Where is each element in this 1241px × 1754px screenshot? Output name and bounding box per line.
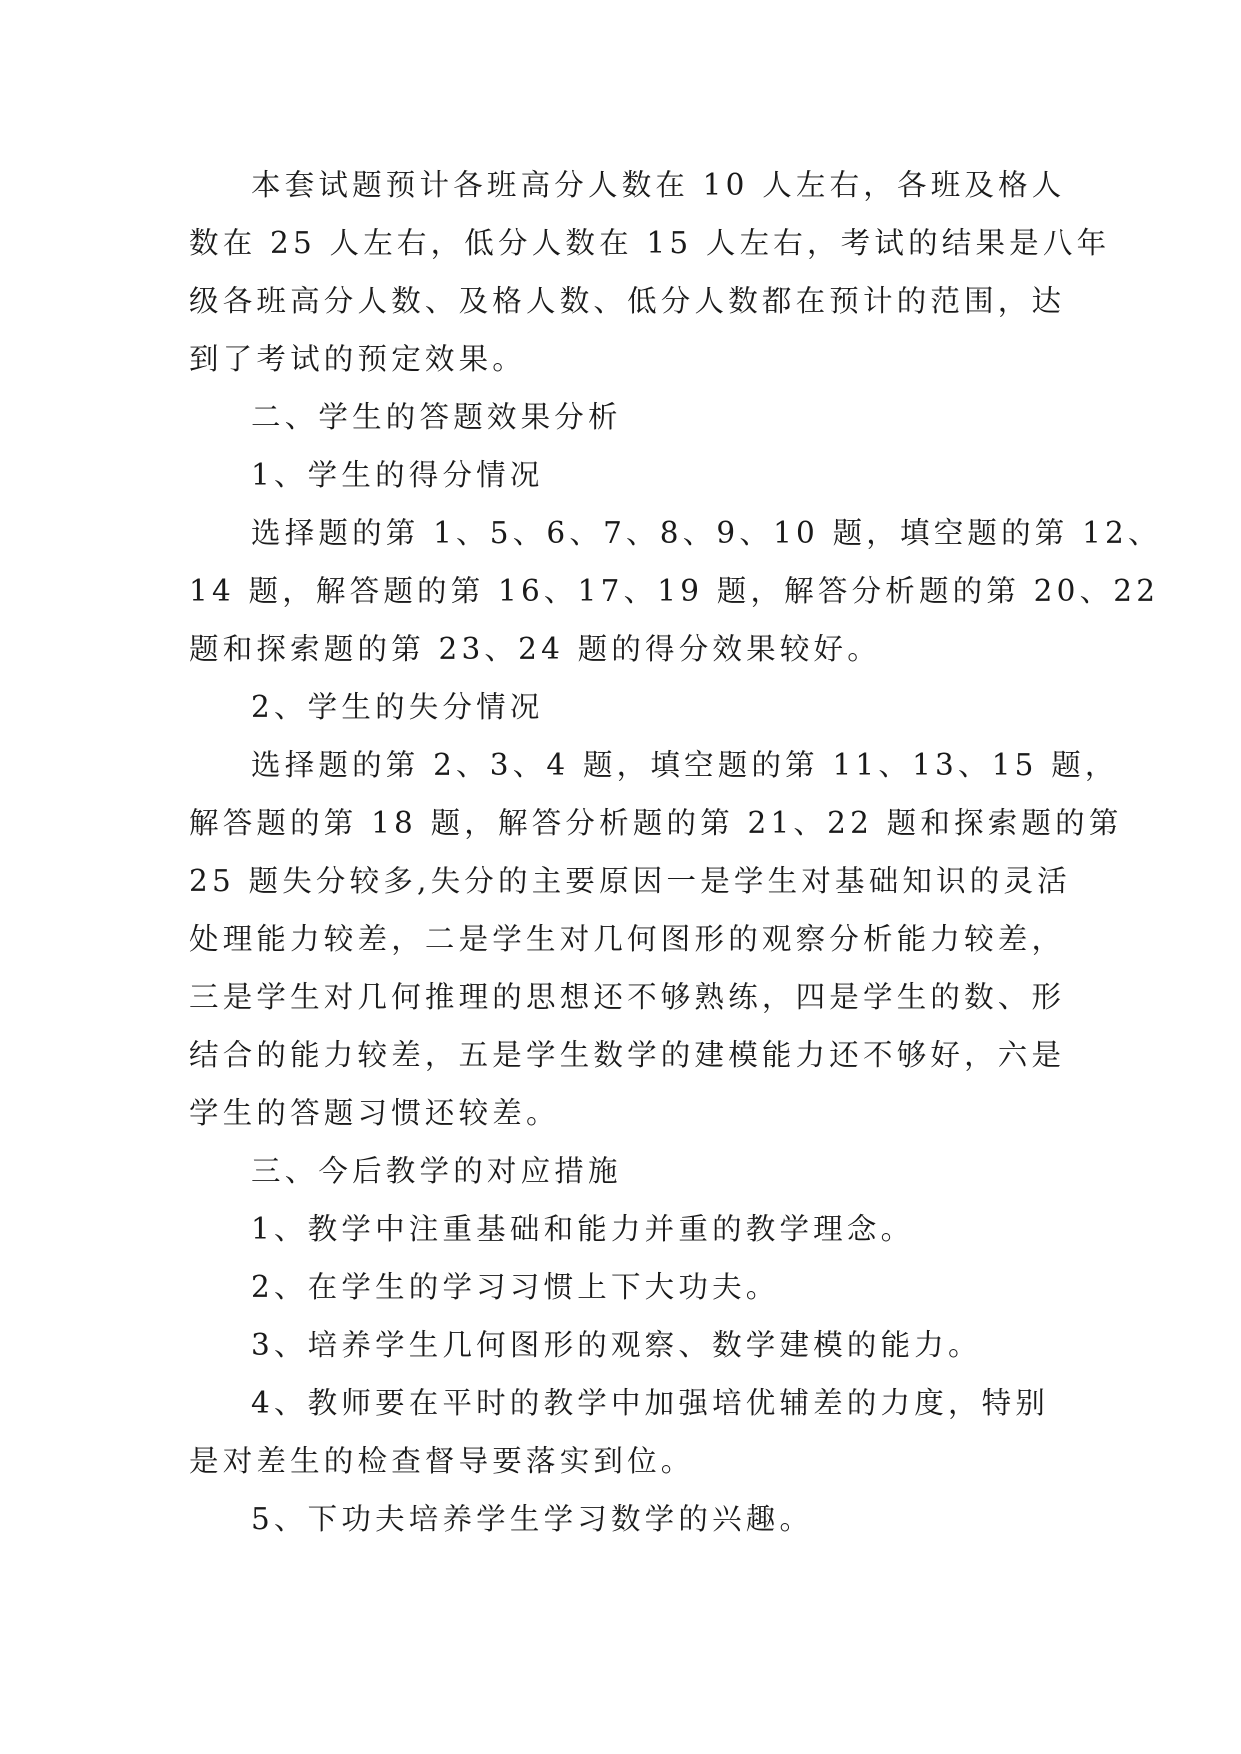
section-heading: 三、今后教学的对应措施 [251, 1154, 622, 1188]
list-item-continuation: 是对差生的检查督导要落实到位。 [189, 1444, 695, 1478]
paragraph-line: 14 题，解答题的第 16、17、19 题，解答分析题的第 20、22 [189, 574, 1160, 608]
paragraph-line: 数在 25 人左右，低分人数在 15 人左右，考试的结果是八年 [189, 226, 1111, 260]
list-item: 2、在学生的学习习惯上下大功夫。 [251, 1270, 780, 1304]
list-item: 1、教学中注重基础和能力并重的教学理念。 [251, 1212, 915, 1246]
list-item: 5、下功夫培养学生学习数学的兴趣。 [251, 1502, 814, 1536]
paragraph-line: 选择题的第 1、5、6、7、8、9、10 题，填空题的第 12、 [251, 516, 1162, 550]
section-heading: 二、学生的答题效果分析 [251, 400, 622, 434]
document-page [189, 156, 1162, 1548]
paragraph-line: 三是学生对几何推理的思想还不够熟练，四是学生的数、形 [189, 980, 1066, 1014]
paragraph-line: 题和探索题的第 23、24 题的得分效果较好。 [189, 632, 881, 666]
list-item: 3、培养学生几何图形的观察、数学建模的能力。 [251, 1328, 982, 1362]
paragraph-line: 级各班高分人数、及格人数、低分人数都在预计的范围，达 [189, 284, 1066, 318]
paragraph-line: 本套试题预计各班高分人数在 10 人左右，各班及格人 [251, 168, 1066, 202]
subsection-heading: 2、学生的失分情况 [251, 690, 544, 724]
paragraph-line: 到了考试的预定效果。 [189, 342, 527, 376]
paragraph-line: 学生的答题习惯还较差。 [189, 1096, 560, 1130]
subsection-heading: 1、学生的得分情况 [251, 458, 544, 492]
paragraph-line: 解答题的第 18 题，解答分析题的第 21、22 题和探索题的第 [189, 806, 1123, 840]
paragraph-line: 选择题的第 2、3、4 题，填空题的第 11、13、15 题， [251, 748, 1119, 782]
paragraph-line: 处理能力较差，二是学生对几何图形的观察分析能力较差， [189, 922, 1066, 956]
paragraph-line: 25 题失分较多,失分的主要原因一是学生对基础知识的灵活 [189, 864, 1071, 898]
paragraph-line: 结合的能力较差，五是学生数学的建模能力还不够好，六是 [189, 1038, 1066, 1072]
list-item: 4、教师要在平时的教学中加强培优辅差的力度，特别 [251, 1386, 1050, 1420]
